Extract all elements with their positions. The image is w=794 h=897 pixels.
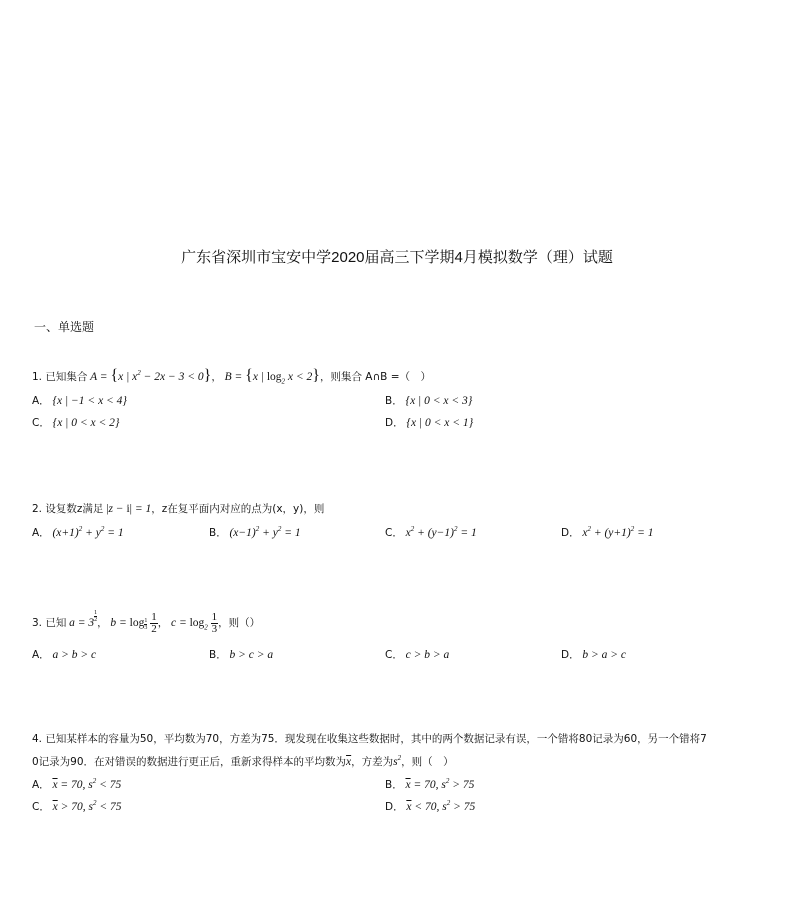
option-label: D． <box>385 801 404 813</box>
section-heading: 一、单选题 <box>34 320 95 334</box>
option-text: b > a > c <box>582 649 626 661</box>
option-label: C． <box>32 417 50 429</box>
option-label: B． <box>209 527 227 539</box>
option-text: $x^2 + (y+1)^2 = 1$ <box>582 525 654 539</box>
q1-prefix: 1. 已知集合 <box>32 371 88 383</box>
q4-option-c <box>32 799 121 814</box>
q1-set-a: A = {x | $x^2 - 2x - 3 < 0$} <box>90 367 212 384</box>
q1-separator: ， <box>211 371 222 383</box>
q3-a: a = 3 $\frac{1}{2}$ <box>69 610 98 629</box>
q1-option-a <box>32 393 127 408</box>
q1-suffix: ，则集合 A∩B =（ ） <box>319 371 432 383</box>
option-label: B． <box>209 649 227 661</box>
q3-prefix: 3. 已知 <box>32 616 67 629</box>
q3-b: b = log $\frac{1}{3}$ $\frac{1}{2}$ <box>110 610 157 635</box>
q1-option-b <box>385 393 472 408</box>
option-text: {x | 0 < x < 3} <box>405 395 473 407</box>
option-text: $\overline{x} > 70$, $s^2 < 75$ <box>52 799 122 813</box>
question-3: 3. 已知 a = 3 $\frac{1}{2}$ ， b = log $\frac{1}{3}$ $\frac{1}{2}$ ， $c = \log_2$ $\frac{1}{3}$ ，则（） <box>32 610 261 635</box>
option-text: {x | 0 < x < 1} <box>406 417 474 429</box>
option-label: A． <box>32 395 50 407</box>
option-label: B． <box>385 779 403 791</box>
option-label: C． <box>32 801 50 813</box>
option-label: C． <box>385 649 403 661</box>
option-text: b > c > a <box>229 649 274 661</box>
question-1 <box>32 369 431 384</box>
q4-option-b <box>385 777 474 792</box>
q3-c: $c = \log_2$ $\frac{1}{3}$ <box>170 610 218 635</box>
option-text: $\overline{x} < 70$, $s^2 > 75$ <box>406 799 476 813</box>
question-2 <box>32 501 324 516</box>
option-label: A． <box>32 779 50 791</box>
q2-option-a <box>32 525 124 540</box>
option-text: {x | 0 < x < 2} <box>52 417 120 429</box>
q2-condition: |z − i| = 1 <box>106 503 152 515</box>
option-text: $\overline{x} = 70$, $s^2 < 75$ <box>52 777 122 791</box>
question-4-line-1: 4. 已知某样本的容量为50，平均数为70，方差为75．现发现在收集这些数据时，其中的两个数据记录有误，一个错将80记录为60，另一个错将7 <box>32 733 707 745</box>
option-text: a > b > c <box>52 649 97 661</box>
page-title: 广东省深圳市宝安中学2020届高三下学期4月模拟数学（理）试题 <box>181 249 613 266</box>
option-label: D． <box>385 417 404 429</box>
q3-option-d <box>561 647 626 662</box>
option-label: A． <box>32 649 50 661</box>
option-label: A． <box>32 527 50 539</box>
option-label: D． <box>561 649 580 661</box>
option-text: {x | −1 < x < 4} <box>52 395 128 407</box>
q1-set-b: B = {x | $\log_2 x < 2$} <box>224 367 320 386</box>
q2-option-c <box>385 525 477 540</box>
q1-option-c <box>32 415 119 430</box>
q2-option-d <box>561 525 654 540</box>
q3-option-b <box>209 647 273 662</box>
q2-suffix: ，z在复平面内对应的点为(x，y)，则 <box>151 503 325 515</box>
question-4-line-2: 0记录为90．在对错误的数据进行更正后，重新求得样本的平均数为$\overline{x}$，方差为$s^2$，则（ ） <box>32 754 454 768</box>
option-text: $(x+1)^2 + y^2 = 1$ <box>52 525 124 539</box>
option-label: C． <box>385 527 403 539</box>
q4-option-d <box>385 799 475 814</box>
option-text: $(x-1)^2 + y^2 = 1$ <box>229 525 301 539</box>
option-label: B． <box>385 395 403 407</box>
option-label: D． <box>561 527 580 539</box>
q2-option-b <box>209 525 301 540</box>
q2-prefix: 2. 设复数z满足 <box>32 503 104 515</box>
q3-suffix: ，则（） <box>218 616 261 629</box>
q3-option-c <box>385 647 449 662</box>
option-text: c > b > a <box>405 649 450 661</box>
option-text: $\overline{x} = 70$, $s^2 > 75$ <box>405 777 475 791</box>
q3-option-a <box>32 647 96 662</box>
q4-option-a <box>32 777 121 792</box>
q1-option-d <box>385 415 473 430</box>
option-text: $x^2 + (y-1)^2 = 1$ <box>405 525 477 539</box>
